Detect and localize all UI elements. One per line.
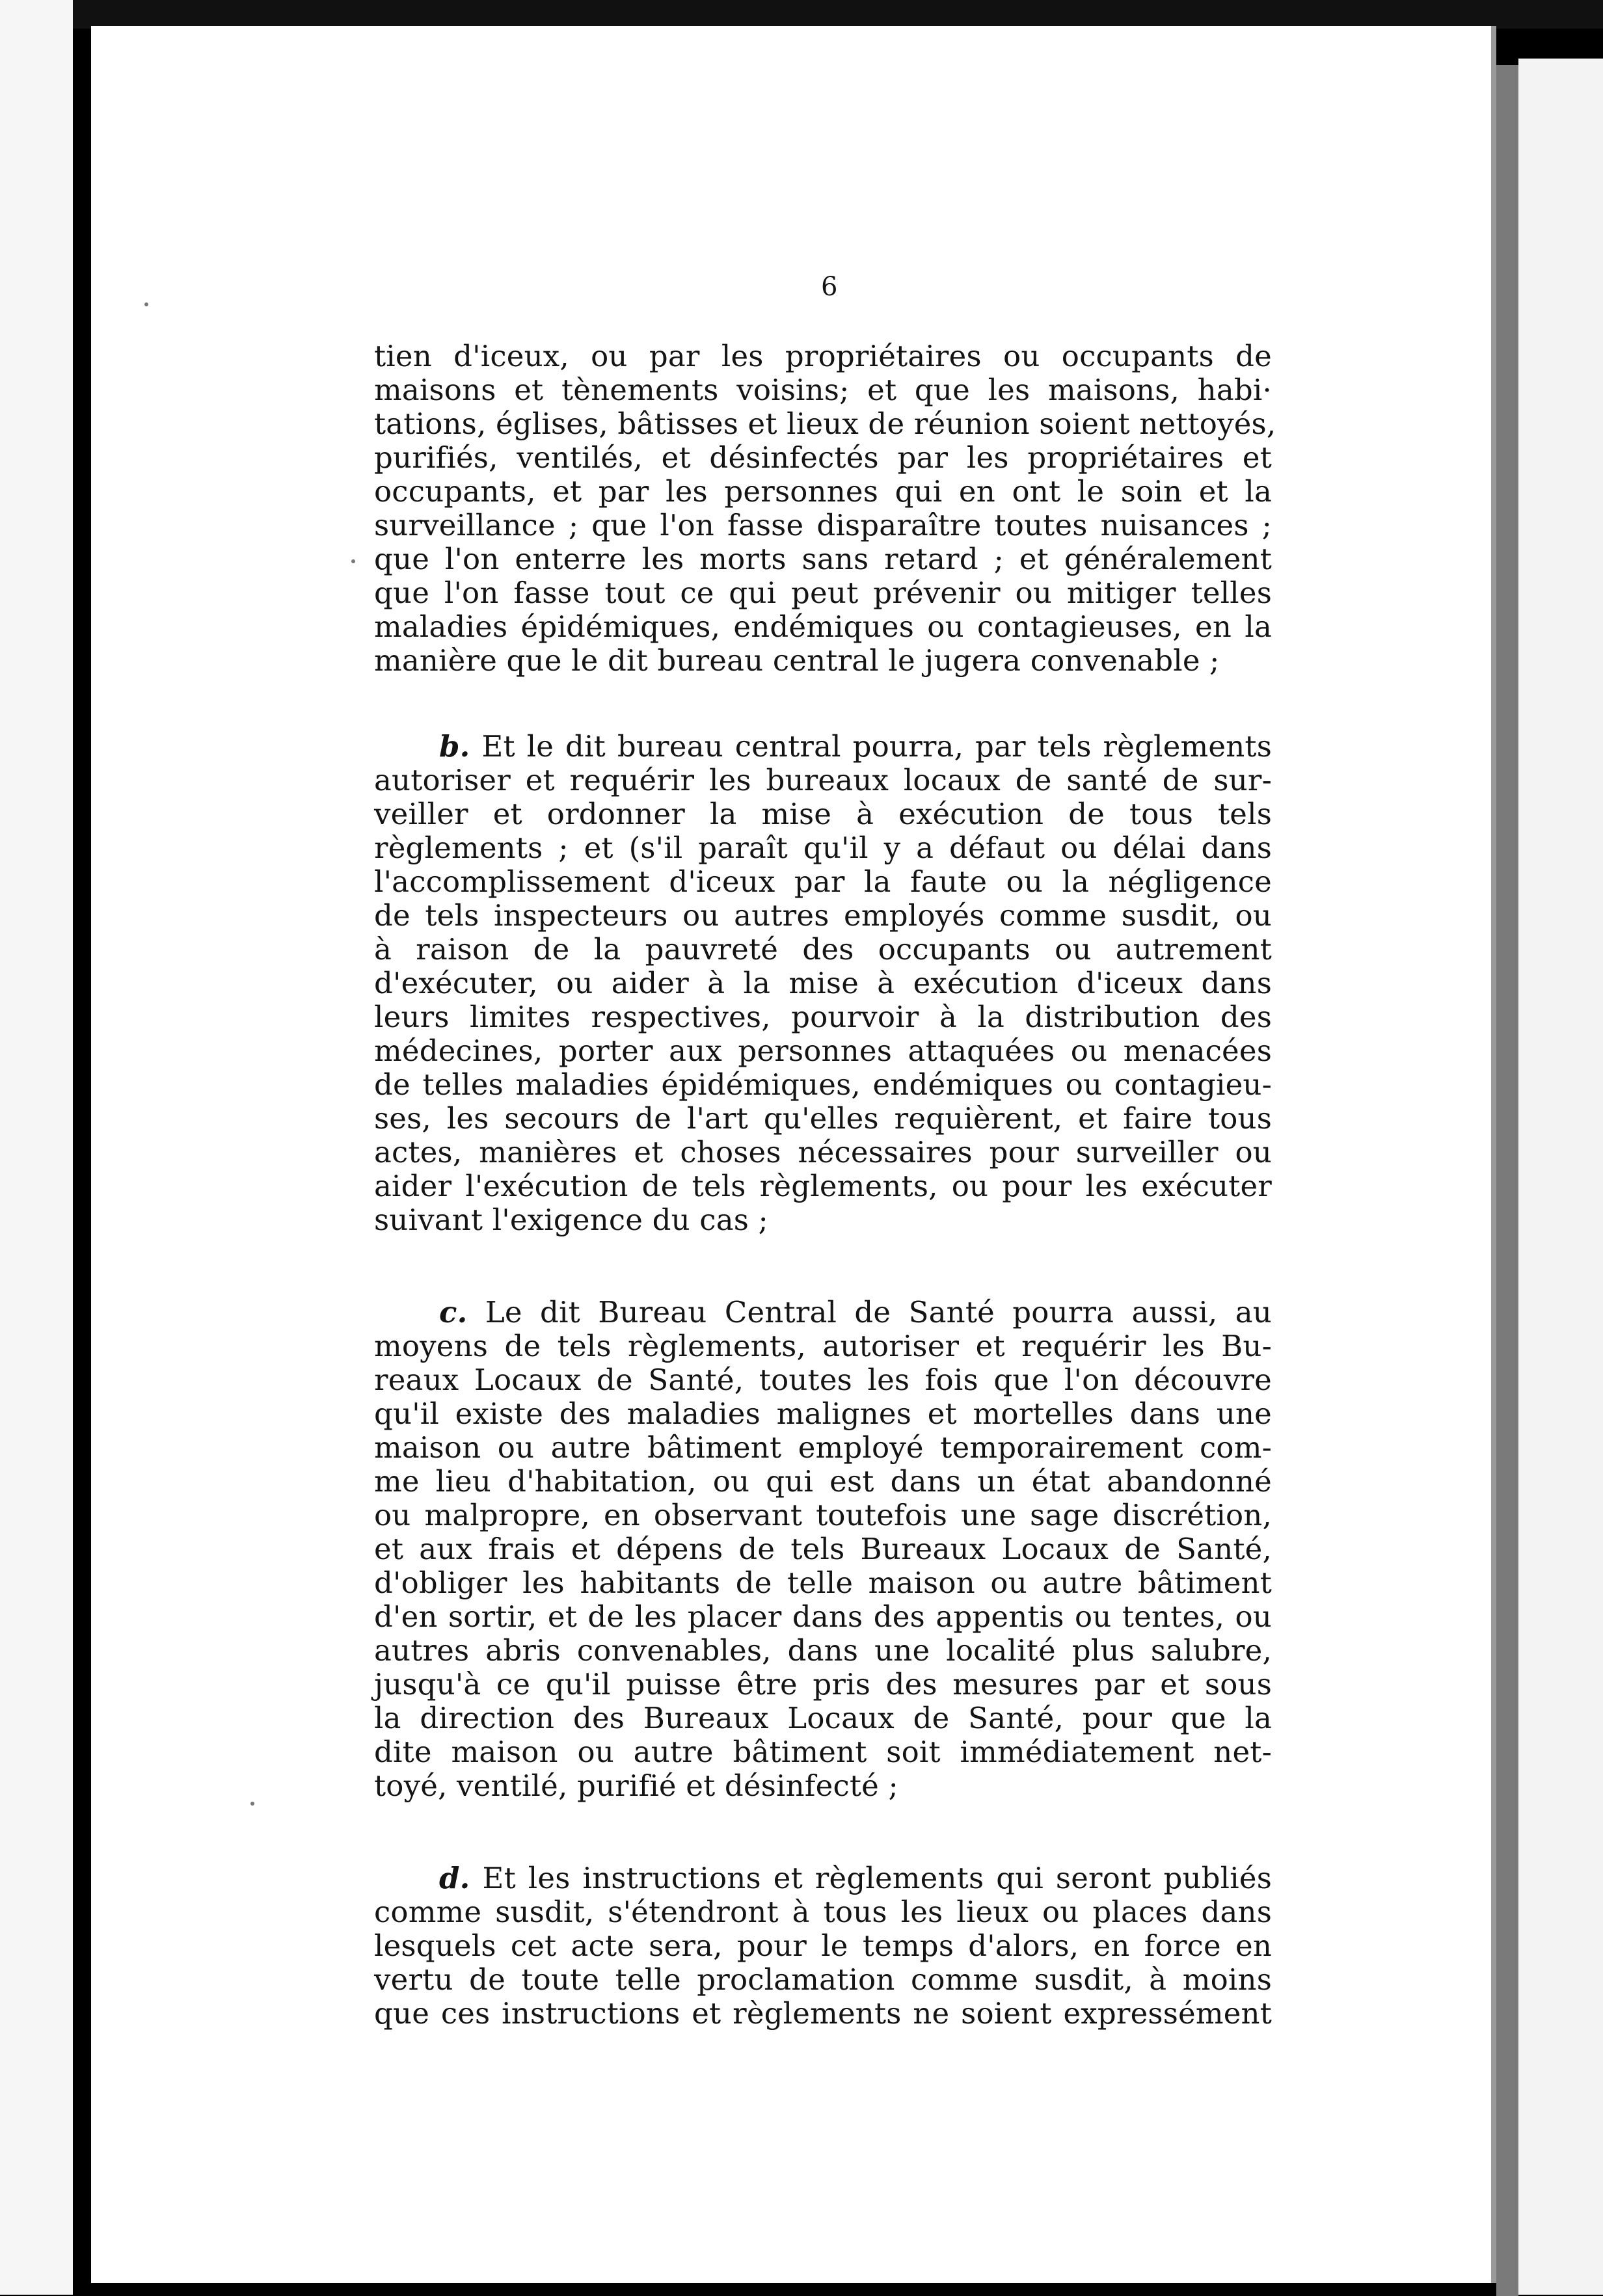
text-line-first [374, 728, 1272, 765]
text-line: aider l'exécution de tels règlements, ou pour les exécuter [374, 1169, 1272, 1203]
text-line: que ces instructions et règlements ne soient expressément [374, 1996, 1272, 2031]
text-line: la direction des Bureaux Locaux de Santé, pour que la [374, 1701, 1272, 1735]
text-line: leurs limites respectives, pourvoir à la distribution des [374, 1000, 1272, 1034]
text-run: Et les instructions et règlements qui seront publiés [482, 1861, 1272, 1895]
text-line-first [374, 1860, 1272, 1897]
page-number: 6 [821, 272, 838, 302]
text-line: à raison de la pauvreté des occupants ou autrement [374, 932, 1272, 967]
text-line: et aux frais et dépens de tels Bureaux Locaux de Santé, [374, 1532, 1272, 1566]
text-line: dite maison ou autre bâtiment soit immédiatement net- [374, 1735, 1272, 1769]
text-line: que l'on enterre les morts sans retard ; et généralement [374, 542, 1272, 576]
text-line: vertu de toute telle proclamation comme susdit, à moins [374, 1962, 1272, 1997]
text-run: Le dit Bureau Central de Santé pourra aussi, au [485, 1295, 1272, 1329]
text-line: comme susdit, s'étendront à tous les lieux ou places dans [374, 1895, 1272, 1929]
text-line: suivant l'exigence du cas ; [374, 1203, 768, 1237]
text-line: tien d'iceux, ou par les propriétaires ou occupants de [374, 339, 1272, 373]
paragraph-letter: c. [439, 1295, 468, 1329]
paragraph-letter: d. [439, 1861, 470, 1895]
text-line: de telles maladies épidémiques, endémiques ou contagieu- [374, 1067, 1272, 1102]
speck [144, 302, 148, 306]
text-line: médecines, porter aux personnes attaquées ou menacées [374, 1034, 1272, 1068]
adjacent-page-edge [1518, 59, 1603, 2295]
text-line: maison ou autre bâtiment employé temporairement com- [374, 1430, 1272, 1465]
text-line: tations, églises, bâtisses et lieux de réunion soient nettoyés, [374, 407, 1276, 441]
text-line: occupants, et par les personnes qui en ont le soin et la [374, 474, 1272, 509]
text-line-first [374, 1294, 1272, 1331]
text-line: maisons et tènements voisins; et que les maisons, habi· [374, 373, 1272, 407]
text-line: que l'on fasse tout ce qui peut prévenir ou mitiger telles [374, 576, 1272, 610]
text-line: maladies épidémiques, endémiques ou contagieuses, en la [374, 609, 1272, 644]
film-edge-top [73, 0, 1603, 29]
text-line: règlements ; et (s'il paraît qu'il y a défaut ou délai dans [374, 831, 1272, 865]
text-line: l'accomplissement d'iceux par la faute ou la négligence [374, 864, 1272, 899]
text-line: autres abris convenables, dans une localité plus salubre, [374, 1633, 1272, 1668]
text-line: d'en sortir, et de les placer dans des appentis ou tentes, ou [374, 1599, 1272, 1634]
text-line: veiller et ordonner la mise à exécution de tous tels [374, 797, 1272, 831]
text-line: de tels inspecteurs ou autres employés comme susdit, ou [374, 898, 1272, 933]
text-line: d'exécuter, ou aider à la mise à exécution d'iceux dans [374, 966, 1272, 1000]
text-line: moyens de tels règlements, autoriser et requérir les Bu- [374, 1329, 1272, 1363]
text-line: me lieu d'habitation, ou qui est dans un état abandonné [374, 1464, 1272, 1499]
speck [351, 559, 355, 563]
text-line: toyé, ventilé, purifié et désinfecté ; [374, 1769, 898, 1803]
text-line: lesquels cet acte sera, pour le temps d'alors, en force en [374, 1929, 1272, 1963]
text-line: ses, les secours de l'art qu'elles requièrent, et faire tous [374, 1101, 1272, 1136]
text-line: purifiés, ventilés, et désinfectés par les propriétaires et [374, 440, 1272, 475]
text-line: surveillance ; que l'on fasse disparaître toutes nuisances ; [374, 508, 1272, 542]
text-line: ou malpropre, en observant toutefois une sage discrétion, [374, 1498, 1272, 1532]
speck [250, 1802, 254, 1806]
text-run: Et le dit bureau central pourra, par tels règlements [481, 729, 1272, 764]
text-line: jusqu'à ce qu'il puisse être pris des mesures par et sous [374, 1667, 1272, 1702]
text-line: qu'il existe des maladies malignes et mortelles dans une [374, 1396, 1272, 1431]
text-line: autoriser et requérir les bureaux locaux de santé de sur- [374, 763, 1272, 797]
page-gutter [1496, 65, 1518, 2296]
text-line: d'obliger les habitants de telle maison ou autre bâtiment [374, 1566, 1272, 1600]
text-line: reaux Locaux de Santé, toutes les fois que l'on découvre [374, 1363, 1272, 1397]
paragraph-letter: b. [439, 729, 470, 764]
text-line: actes, manières et choses nécessaires pour surveiller ou [374, 1135, 1272, 1169]
text-line: manière que le dit bureau central le jugera convenable ; [374, 643, 1220, 678]
film-margin-left [0, 0, 73, 2295]
